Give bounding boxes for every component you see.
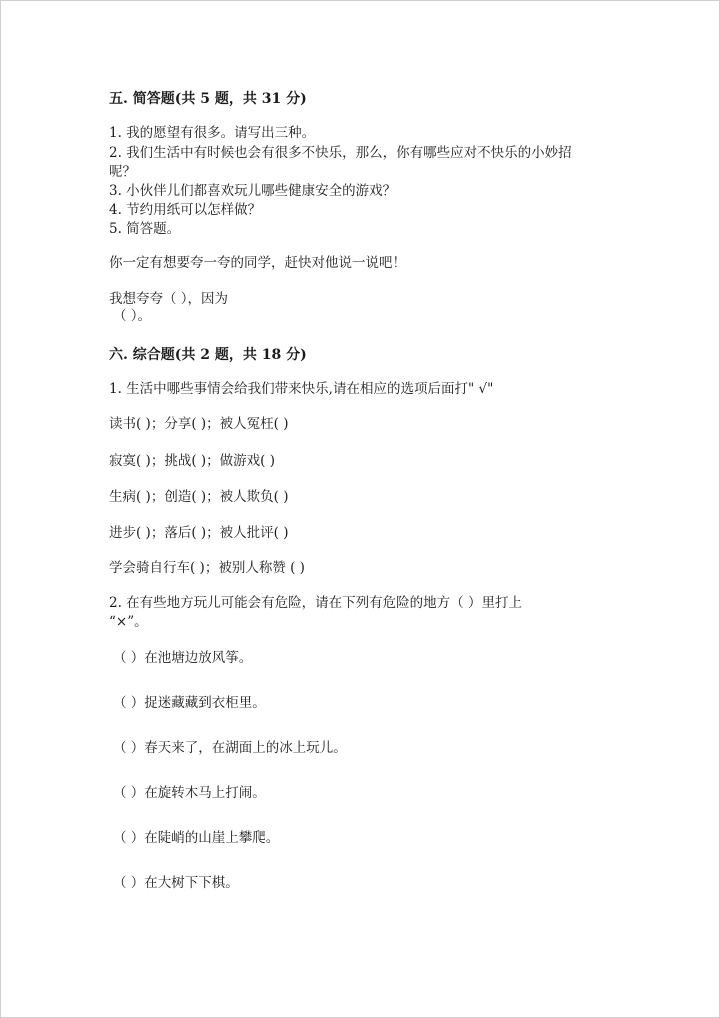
option-row: 学会骑自行车( )；被别人称赞 ( ): [109, 560, 305, 576]
section-5-heading: 五. 简答题(共 5 题，共 31 分): [109, 91, 307, 107]
question-6-2-line-2: “×”。: [109, 614, 148, 630]
question-5-2-line-1: 2. 我们生活中有时候也会有很多不快乐，那么，你有哪些应对不快乐的小妙招: [109, 145, 572, 161]
danger-item: （ ）捉迷藏藏到衣柜里。: [113, 695, 266, 711]
question-6-2-line-1: 2. 在有些地方玩儿可能会有危险，请在下列有危险的地方（ ）里打上: [109, 595, 522, 611]
danger-item: （ ）在大树下下棋。: [113, 875, 239, 891]
danger-item: （ ）春天来了，在湖面上的冰上玩儿。: [113, 740, 347, 756]
question-5-5-fill-line-1: 我想夸夸（ ），因为: [109, 291, 229, 307]
option-row: 读书( )；分享( )；被人冤枉( ): [109, 416, 289, 432]
danger-item: （ ）在旋转木马上打闹。: [113, 785, 266, 801]
option-row: 生病( )；创造( )；被人欺负( ): [109, 489, 289, 505]
option-row: 进步( )；落后( )；被人批评( ): [109, 525, 289, 541]
question-5-5: 5. 简答题。: [109, 221, 181, 237]
question-6-1: 1. 生活中哪些事情会给我们带来快乐,请在相应的选项后面打" √": [109, 381, 494, 397]
section-6-heading: 六. 综合题(共 2 题，共 18 分): [109, 347, 307, 363]
question-5-2-line-2: 呢？: [109, 164, 136, 180]
option-row: 寂寞( )；挑战( )；做游戏( ): [109, 453, 275, 469]
question-5-4: 4. 节约用纸可以怎样做？: [109, 202, 262, 218]
danger-item: （ ）在池塘边放风筝。: [113, 650, 253, 666]
danger-item: （ ）在陡峭的山崖上攀爬。: [113, 830, 280, 846]
question-5-3: 3. 小伙伴儿们都喜欢玩儿哪些健康安全的游戏？: [109, 183, 397, 199]
question-5-5-fill-line-2: （ ）。: [113, 308, 152, 324]
question-5-1: 1. 我的愿望有很多。请写出三种。: [109, 125, 316, 141]
question-5-5-prompt: 你一定有想要夸一夸的同学，赶快对他说一说吧！: [109, 255, 406, 271]
